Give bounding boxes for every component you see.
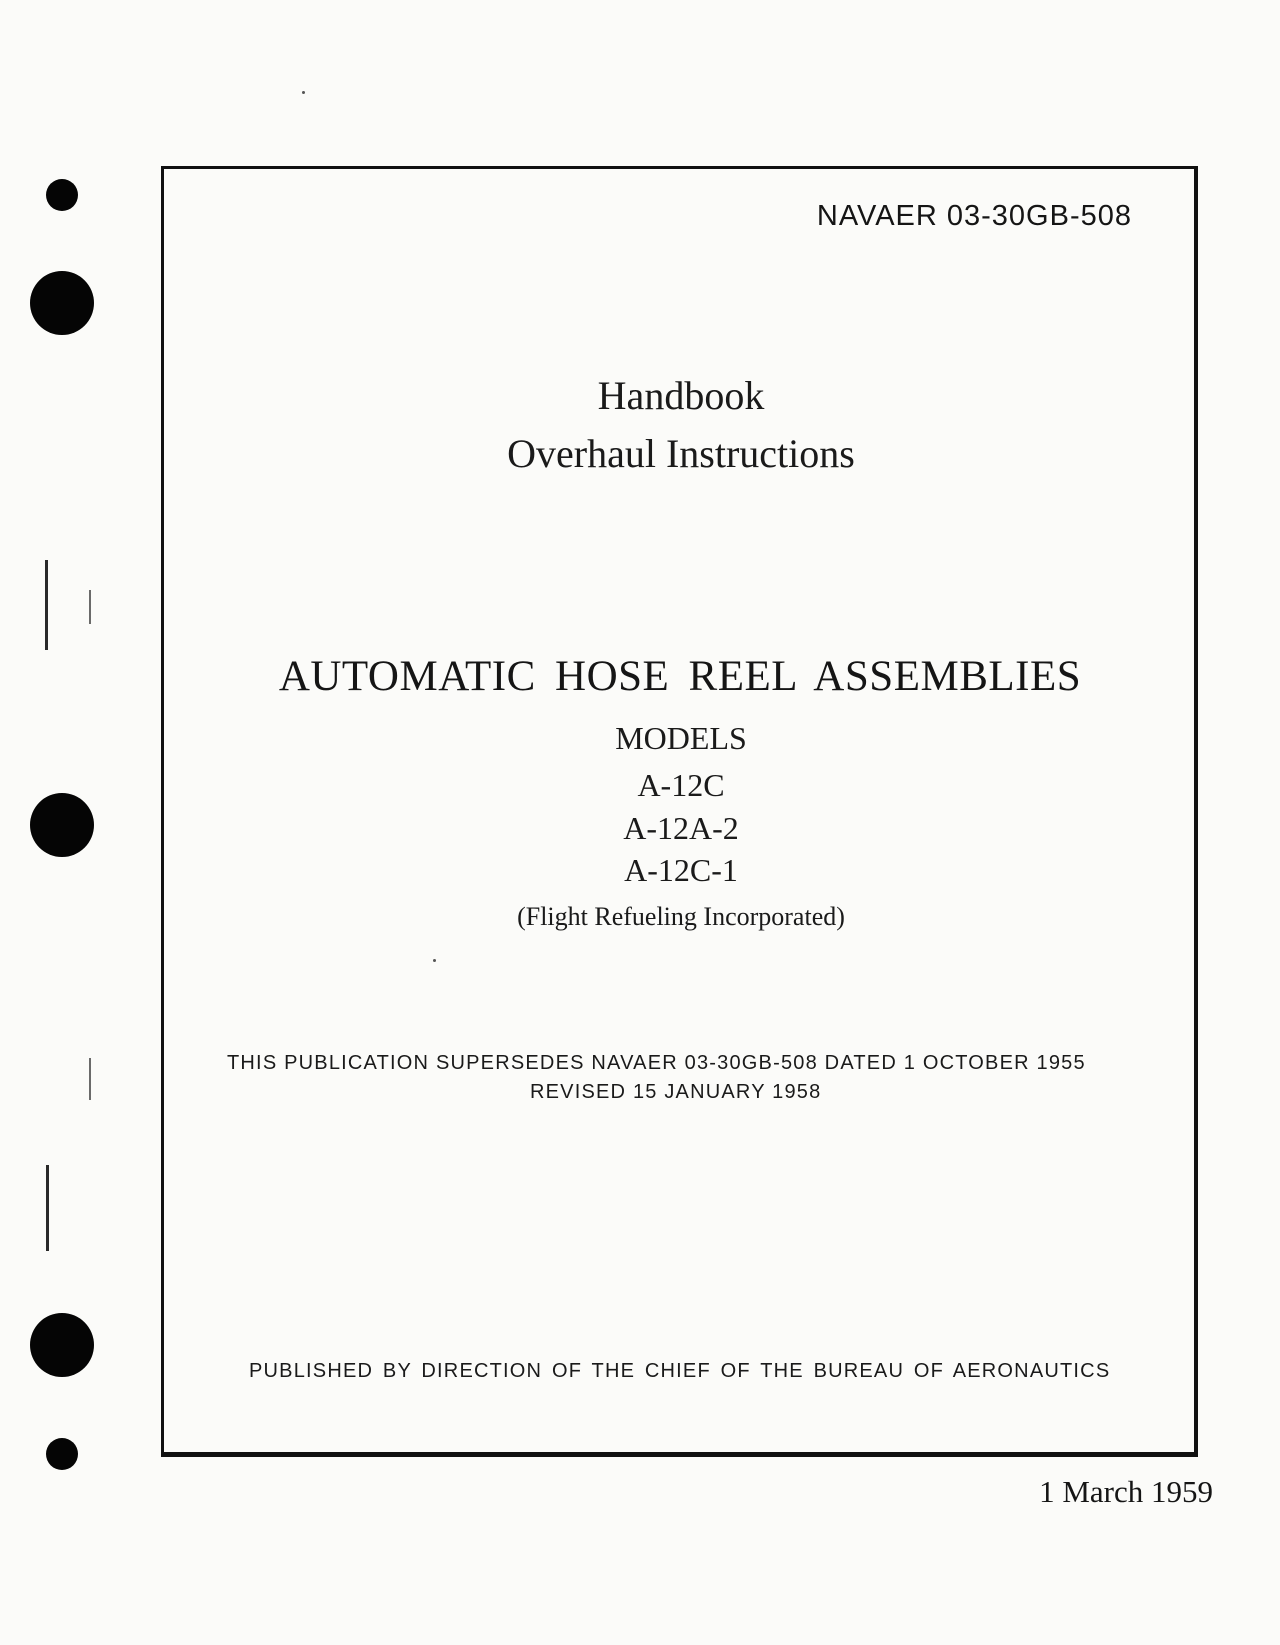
model-item: A-12A-2 bbox=[623, 810, 739, 846]
publisher-statement: PUBLISHED BY DIRECTION OF THE CHIEF OF THE BUREAU OF AERONAUTICS bbox=[249, 1360, 1111, 1382]
document-number: NAVAER 03-30GB-508 bbox=[816, 200, 1132, 232]
handbook-label: Handbook bbox=[597, 373, 765, 418]
punch-hole bbox=[30, 1313, 94, 1377]
punch-hole bbox=[46, 1438, 78, 1470]
binder-mark bbox=[89, 1058, 91, 1100]
revised-notice: REVISED 15 JANUARY 1958 bbox=[530, 1081, 822, 1103]
handbook-subtitle: Overhaul Instructions bbox=[507, 431, 855, 476]
document-title: AUTOMATIC HOSE REEL ASSEMBLIES bbox=[278, 653, 1082, 700]
punch-hole bbox=[30, 271, 94, 335]
models-heading: MODELS bbox=[615, 720, 747, 756]
binder-mark bbox=[46, 1165, 49, 1251]
model-item: A-12C-1 bbox=[624, 852, 738, 888]
binder-mark bbox=[45, 560, 48, 650]
punch-hole bbox=[46, 179, 78, 211]
issue-date: 1 March 1959 bbox=[1039, 1474, 1213, 1509]
supersedes-notice: THIS PUBLICATION SUPERSEDES NAVAER 03-30GB-508 DATED 1 OCTOBER 1955 bbox=[227, 1052, 1086, 1074]
binder-mark bbox=[89, 590, 91, 624]
manufacturer-note: (Flight Refueling Incorporated) bbox=[517, 902, 845, 931]
scan-speck bbox=[302, 91, 305, 94]
model-item: A-12C bbox=[637, 767, 725, 803]
